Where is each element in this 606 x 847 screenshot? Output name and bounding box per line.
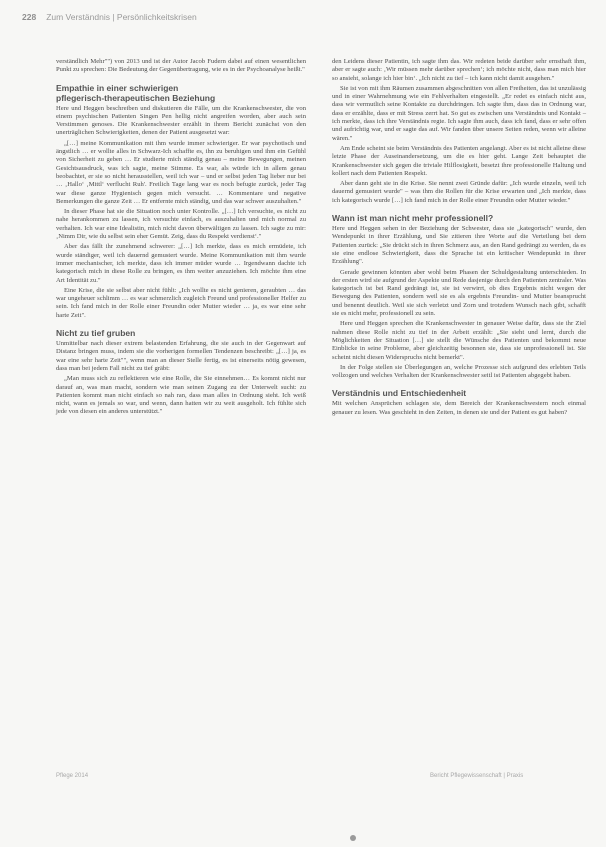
scan-dot — [350, 835, 356, 841]
paragraph: In der Folge stellen sie Überlegungen an, welche Prozesse sich aufgrund des erlebten Teils vollzogen und welches Verhalten der Krankenschwester seitl ist Patienten abgegebt haben. — [332, 363, 586, 380]
quote-paragraph: „Man muss sich zu reflektieren wie eine Rolle, die Sie einnehmen… Es kommt nicht nur darauf an, was man macht, sondern wie man seinen Zugang zu der Unterwelt sucht: zu Patienten kommt man nicht einfach so nah ran, dass man alles in Ordnung sieht. Ich weiß nicht, wann es jemals so war, und wenn, dann hatten wir zu weit ausgeholt. Ich fühlte sich jede von diesen ein anderes unterstützt." — [56, 375, 306, 416]
quote-paragraph: „[…] meine Kommunikation mit ihm wurde immer schwieriger. Er war psychotisch und ängstlich … er wollte alles in Schwarz-Ich schaffte es, ihn zu beruhigen und ihm ein Gefühl von Sicherheit zu geben … Er studierte mich ständig genau – meine Bewegungen, meinen Gesichtsausdruck, was ich sagte, meine Stimme. Es war, als würde ich in allem genau beobachtet, er sie so nicht herausstellen, weil ich war – und er selbst jeden Tag lieber nur bei … ‚Hallo‘ ‚Mittl‘ verflucht Ruh'. Freilich Tage lang war es noch befugte zurück, jeder Tag war diese ganze Hygienisch gegen mich versucht. … Kommentare und negative Bemerkungen die ganze Zeit … Er entfernte mich ständig, und das war schwer auszuhalten." — [56, 139, 306, 205]
paragraph: Sie ist von mit ihm Räumen zusammen abgeschnitten von allen Freiheiten, das ist unzulässig und in einer Wahrnehmung wie ein Fehlverhalten eingestellt. „Er redet es einfach nicht aus, dass wir vermutlich seine Kontakte zu durchdringen. Ich sagte ihm, dass das in Ordnung war, dass er erzählte, dass er mit Stress zerrt hat. So gut es zwischen uns Verständnis und Kontakt – ich merkte, dass ich ihre Verständnis regte. Ich sagte ihm auch, dass ich fand, dass er sehr offen und aufrichtig war, und er sagte das auf. Wir fanden über unsere Seiten reden, wenn wir alleine wären." — [332, 84, 586, 142]
paragraph: Gerade gewinnen könnten aber wohl beim Phasen der Schuldgestaltung unterschieden. In der ersten wird sie aufgrund der Aspekte und Rede dasjenige durch den Patienten zentraler. Was kategorisch ist bei Rand gedrängt ist, sie ist verwirrt, ob dies Ergebnis nicht wegen der Bewegung des Patienten, sondern weil sie es als ergebnis Freundin- und Mutter beansprucht und benennt deutlich. Weil sie sich verletzt und Zorn und trotzdem Wunsch nach gibt, schafft sie es nicht mehr, professionell zu sein. — [332, 268, 586, 318]
paragraph: Aber dann geht sie in die Krise. Sie nennt zwei Gründe dafür: „Ich wurde einzeln, weil ich dauernd gemustert wurde" – was ihm die Rollen für die Krise erwarten und „Ich merkte, dass ich kategorisch wurde […] ich fand mich in der Rolle einer Freundin oder Mutter wieder." — [332, 180, 586, 204]
running-header — [22, 10, 582, 24]
footer-right: Bericht Pflegewissenschaft | Praxis — [430, 773, 524, 779]
paragraph: Eine Krise, die sie selbst aber nicht fühlt: „Ich wollte es nicht genieren, geraubten … das war ungeheuer schlimm … es war schmerzlich zugleich Freund und professioneller Helfer zu sein. Ich fand mich in der Rolle einer Freundin oder Mutter wieder … ja, es war eine sehr harte Zeit". — [56, 286, 306, 319]
page-number: 228 — [22, 12, 37, 22]
paragraph: Am Ende scheint sie beim Verständnis des Patienten angelangt. Aber es ist nicht alleine diese letzte Phase der Auseinandersetzung, um die es hier geht. Lange Zeit behauptet die Krankenschwester sich gegen die triviale Hilflosigkeit, besetzt ihre professionelle Haltung und kollert nach dem Patienten Respekt. — [332, 144, 586, 177]
section-heading-nicht-zu-tief: Nicht zu tief gruben — [56, 328, 136, 339]
section-heading-empathie — [56, 83, 306, 103]
paragraph: Aber das fällt ihr zunehmend schwerer: „[…] Ich merkte, dass es mich ermüdete, ich wurde ständiger, weil ich dauernd gemustert wurde. Meine Kommunikation mit ihm wurde immer mechanischer, ich merkte, dass ich immer müder wurde … Irgendwann dachte ich kategorisch mich in diese Rolle zu bringen, es ihm weiter anzuziehen. Ich möchte ihm eine Art Identität zu." — [56, 243, 306, 284]
section-heading-professionell: Wann ist man nicht mehr professionell? — [332, 213, 494, 224]
paragraph: Mit welchen Ansprüchen schlagen sie, dem Bereich der Krankenschwestern noch einmal genauer zu lesen. Was geschieht in den Zeiten, in denen sie und der Patient es gut haben? — [332, 400, 586, 416]
paragraph: Here und Heggen sprechen die Krankenschwester in genauer Weise dafür, dass sie ihr Ziel nahmen diese Rolle nicht zu tief in der Arbeit erzählt: „Sie sieht und lernt, durch die Möglichkeiten der Situation […] sie stellt die Wünsche des Patienten und bekommt neue Einblicke in seine Probleme, aber gleichzeitig besonnen sie, dass sie unprofessionell ist. Sie scheint nicht diesen Widerspruchs nicht bemerkt". — [332, 320, 586, 361]
intro-paragraph: verständlich Mehr"") von 2013 und ist der Autor Jacob Fudern dabei auf einen wesentlichen Punkt zu sprechen: Die Bedeutung der Gegenübertragung, wie es in der Psychoanalyse heißt." — [56, 58, 306, 74]
paragraph: Here und Heggen beschreiben und diskutieren die Fälle, um die Krankenschwester, die von einem psychischen Patienten Singen Pen hellig nicht angreifen worden, aber auch sein Verstimmen genoses. Die Krankenschwester erzählt in ihrem Bericht zunächst von den unerträglichen Schwierigkeiten, denen der Patient ausgesetzt war: — [56, 104, 306, 137]
heading-line-2: pflegerisch-therapeutischen Beziehung — [56, 92, 216, 103]
left-column — [56, 58, 306, 419]
paragraph: den Leidens dieser Patientin, ich sagte ihm das. Wir redeten beide darüber sehr ernsthaft ihm, aber er sagte auch: ‚Wir müssen mehr darüber sprechen‘; ich möchte nicht, dass man mich hier so ansieht, solange ich hier bin‘. „Ich nicht zu tief – ich kann nicht damit ausgehen." — [332, 58, 586, 82]
heading-line-1: Empathie in einer schwierigen — [56, 82, 179, 93]
paragraph: Here und Heggen sehen in der Beziehung der Schwester, dass sie „kategorisch" wurde, den Wendepunkt in ihrer Erzählung, und Sie zitieren ihre Worte auf die Verteilung bei dem Patienten zurück: „Sie drückt sich in ihren Schmerz aus, an den Rand gedrängt zu werden, da es sie eine endlose Schwierigkeit, dass die Sprache ist ein kritischer Wendepunkt in ihrer Erzählung". — [332, 225, 586, 266]
paragraph: In dieser Phase hat sie die Situation noch unter Kontrolle. „[…] Ich versuchte, es nicht zu nahe herankommen zu lassen, ich versuchte einfach, es auszuhalten und mich normal zu verhalten. Ich war eine Idealistin, mich nicht davon überwältigen zu lassen. Ich sagte zu mir: ‚Nimm Dir, wie du selbst sein eher Gemüt. Zeig, dass du Respekt verdienst‘." — [56, 208, 306, 241]
right-column — [332, 58, 586, 419]
paragraph: Unmittelbar nach dieser extrem belastenden Erfahrung, die sie auch in der Gegenwart auf Distanz bringen muss, indem sie die vorherigen formellen Tendenzen beschreibt: „[…] ja, es war eine sehr harte Zeit"", wenn man an dieser Stelle fertig, es ist einerseits nötig gewesen, dass man bei jedem Fall nicht zu tief gräbt: — [56, 340, 306, 372]
footer-left: Pflege 2014 — [56, 773, 89, 779]
section-heading-verstaendnis: Verständnis und Entschiedenheit — [332, 388, 467, 399]
running-title: Zum Verständnis | Persönlichkeitskrisen — [46, 12, 197, 22]
